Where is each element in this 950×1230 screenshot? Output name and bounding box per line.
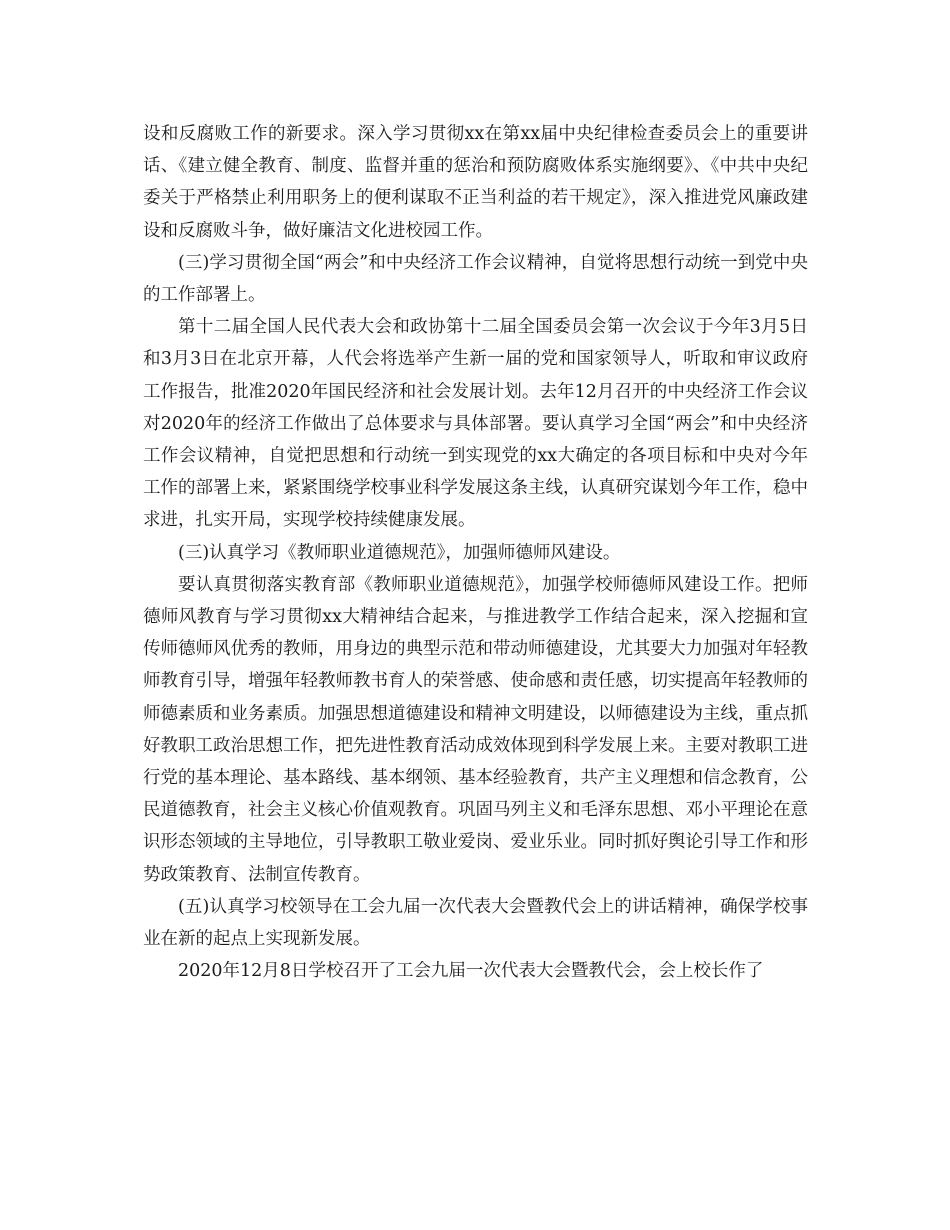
paragraph-7: 2020年12月8日学校召开了工会九届一次代表大会暨教代会，会上校长作了	[178, 961, 764, 982]
document-body	[143, 118, 808, 987]
paragraph-2: (三)学习贯彻全国“两会”和中央经济工作会议精神，自觉将思想行动统一到党中央的工作部署上。	[143, 252, 808, 306]
paragraph-1: 设和反腐败工作的新要求。深入学习贯彻xx在第xx届中央纪律检查委员会上的重要讲话、《建立健全教育、制度、监督并重的惩治和预防腐败体系实施纲要》、《中共中央纪委关于严格禁止利用职务上的便利谋取不正当利益的若干规定》，深入推进党风廉政建设和反腐败斗争，做好廉洁文化进校园工作。	[143, 124, 808, 241]
paragraph-5: 要认真贯彻落实教育部《教师职业道德规范》，加强学校师德师风建设工作。把师德师风教育与学习贯彻xx大精神结合起来，与推进教学工作结合起来，深入挖掘和宣传师德师风优秀的教师，用身边的典型示范和带动师德建设，尤其要大力加强对年轻教师教育引导，增强年轻教师教书育人的荣誉感、使命感和责任感，切实提高年轻教师的师德素质和业务素质。加强思想道德建设和精神文明建设，以师德建设为主线，重点抓好教职工政治思想工作，把先进性教育活动成效体现到科学发展上来。主要对教职工进行党的基本理论、基本路线、基本纲领、基本经验教育，共产主义理想和信念教育，公民道德教育，社会主义核心价值观教育。巩固马列主义和毛泽东思想、邓小平理论在意识形态领域的主导地位，引导教职工敬业爱岗、爱业乐业。同时抓好舆论引导工作和形势政策教育、法制宣传教育。	[143, 574, 808, 885]
paragraph-3: 第十二届全国人民代表大会和政协第十二届全国委员会第一次会议于今年3月5日和3月3日在北京开幕，人代会将选举产生新一届的党和国家领导人，听取和审议政府工作报告，批准2020年国民经济和社会发展计划。去年12月召开的中央经济工作会议对2020年的经济工作做出了总体要求与具体部署。要认真学习全国“两会”和中央经济工作会议精神，自觉把思想和行动统一到实现党的xx大确定的各项目标和中央对今年工作的部署上来，紧紧围绕学校事业科学发展这条主线，认真研究谋划今年工作，稳中求进，扎实开局，实现学校持续健康发展。	[143, 317, 808, 531]
paragraph-6: (五)认真学习校领导在工会九届一次代表大会暨教代会上的讲话精神，确保学校事业在新的起点上实现新发展。	[143, 896, 808, 950]
paragraph-4: (三)认真学习《教师职业道德规范》，加强师德师风建设。	[178, 542, 621, 563]
